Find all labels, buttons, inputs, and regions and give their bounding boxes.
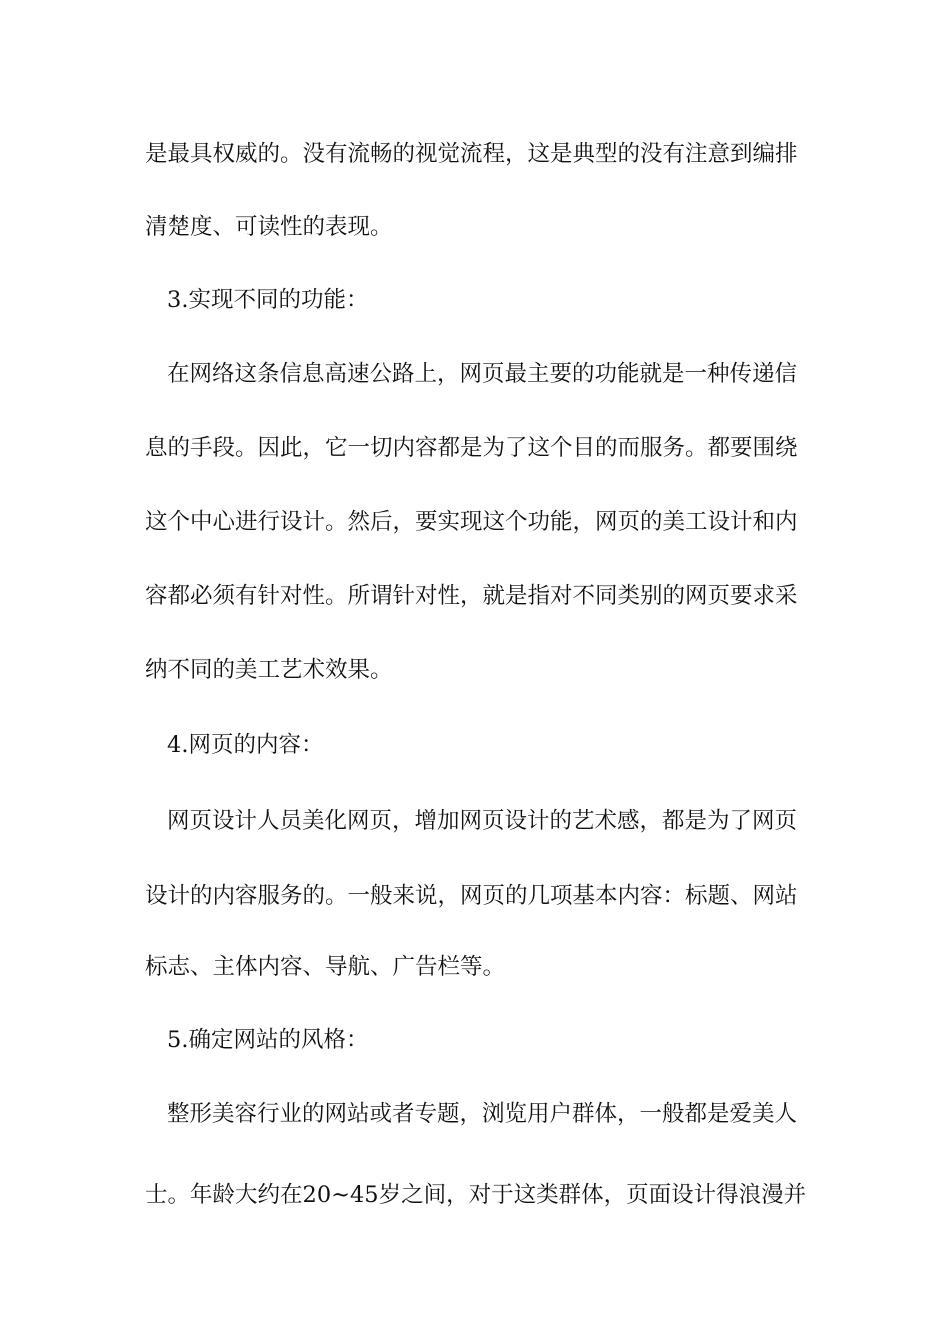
paragraph-line: 这个中心进行设计。然后，要实现这个功能，网页的美工设计和内	[145, 509, 798, 535]
section-heading: 5.确定网站的风格：	[167, 1027, 369, 1053]
paragraph-line: 整形美容行业的网站或者专题，浏览用户群体，一般都是爱美人	[167, 1101, 798, 1127]
paragraph-line: 容都必须有针对性。所谓针对性，就是指对不同类别的网页要求采	[145, 583, 798, 609]
paragraph-line: 标志、主体内容、导航、广告栏等。	[145, 954, 506, 980]
paragraph-line: 清楚度、可读性的表现。	[145, 214, 393, 240]
paragraph-line: 纳不同的美工艺术效果。	[145, 657, 393, 683]
section-heading: 3.实现不同的功能：	[167, 287, 369, 313]
paragraph-line: 息的手段。因此，它一切内容都是为了这个目的而服务。都要围绕	[145, 435, 798, 461]
paragraph-line: 是最具权威的。没有流畅的视觉流程，这是典型的没有注意到编排	[145, 141, 798, 167]
paragraph-line: 设计的内容服务的。一般来说，网页的几项基本内容：标题、网站	[145, 883, 798, 909]
paragraph-line: 士。年龄大约在20~45岁之间，对于这类群体，页面设计得浪漫并	[145, 1182, 807, 1208]
paragraph-line: 在网络这条信息高速公路上，网页最主要的功能就是一种传递信	[167, 361, 798, 387]
section-heading: 4.网页的内容：	[167, 732, 324, 758]
paragraph-line: 网页设计人员美化网页，增加网页设计的艺术感，都是为了网页	[167, 808, 798, 834]
